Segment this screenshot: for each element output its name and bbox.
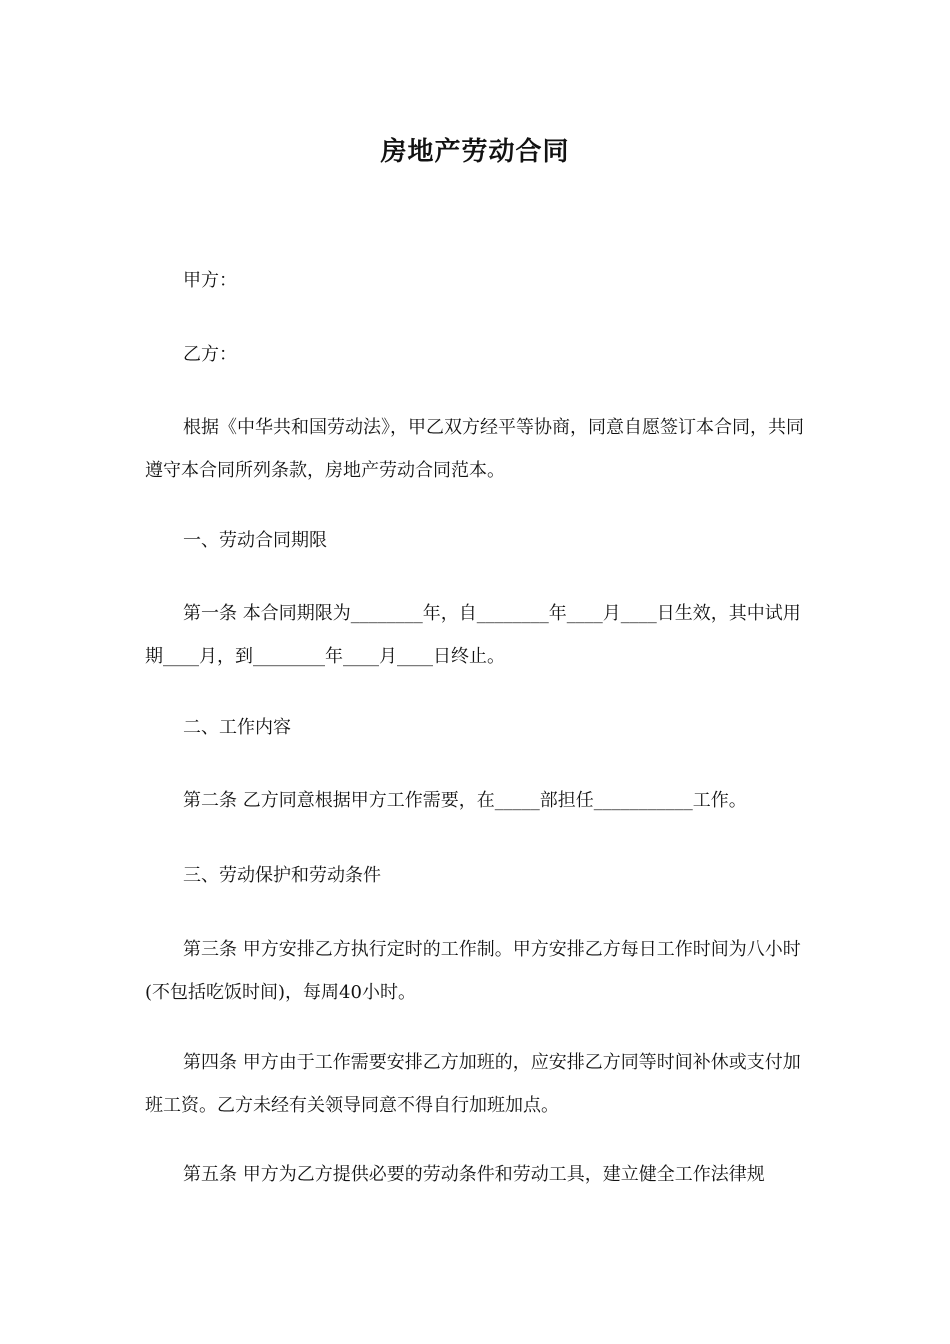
article-5-paragraph: 第五条 甲方为乙方提供必要的劳动条件和劳动工具，建立健全工作法律规	[183, 1164, 765, 1185]
party-a-line: 甲方：	[183, 270, 237, 291]
party-b-line: 乙方：	[183, 344, 237, 365]
section-heading-3: 三、劳动保护和劳动条件	[183, 865, 381, 886]
article-4-paragraph: 第四条 甲方由于工作需要安排乙方加班的，应安排乙方同等时间补休或支付加班工资。乙方未经有关领导同意不得自行加班加点。	[145, 1052, 801, 1116]
section-heading-1: 一、劳动合同期限	[183, 530, 327, 551]
preamble-paragraph: 根据《中华共和国劳动法》，甲乙双方经平等协商，同意自愿签订本合同，共同遵守本合同所列条款，房地产劳动合同范本。	[145, 417, 804, 481]
section-heading-2: 二、工作内容	[183, 717, 291, 738]
document-title: 房地产劳动合同	[380, 137, 570, 167]
article-2-paragraph: 第二条 乙方同意根据甲方工作需要，在_____部担任___________工作。	[183, 790, 747, 811]
article-3-paragraph: 第三条 甲方安排乙方执行定时的工作制。甲方安排乙方每日工作时间为八小时(不包括吃饭时间)，每周40小时。	[145, 939, 801, 1003]
article-1-paragraph: 第一条 本合同期限为________年，自________年____月____日生效，其中试用期____月，到________年____月____日终止。	[145, 603, 801, 667]
